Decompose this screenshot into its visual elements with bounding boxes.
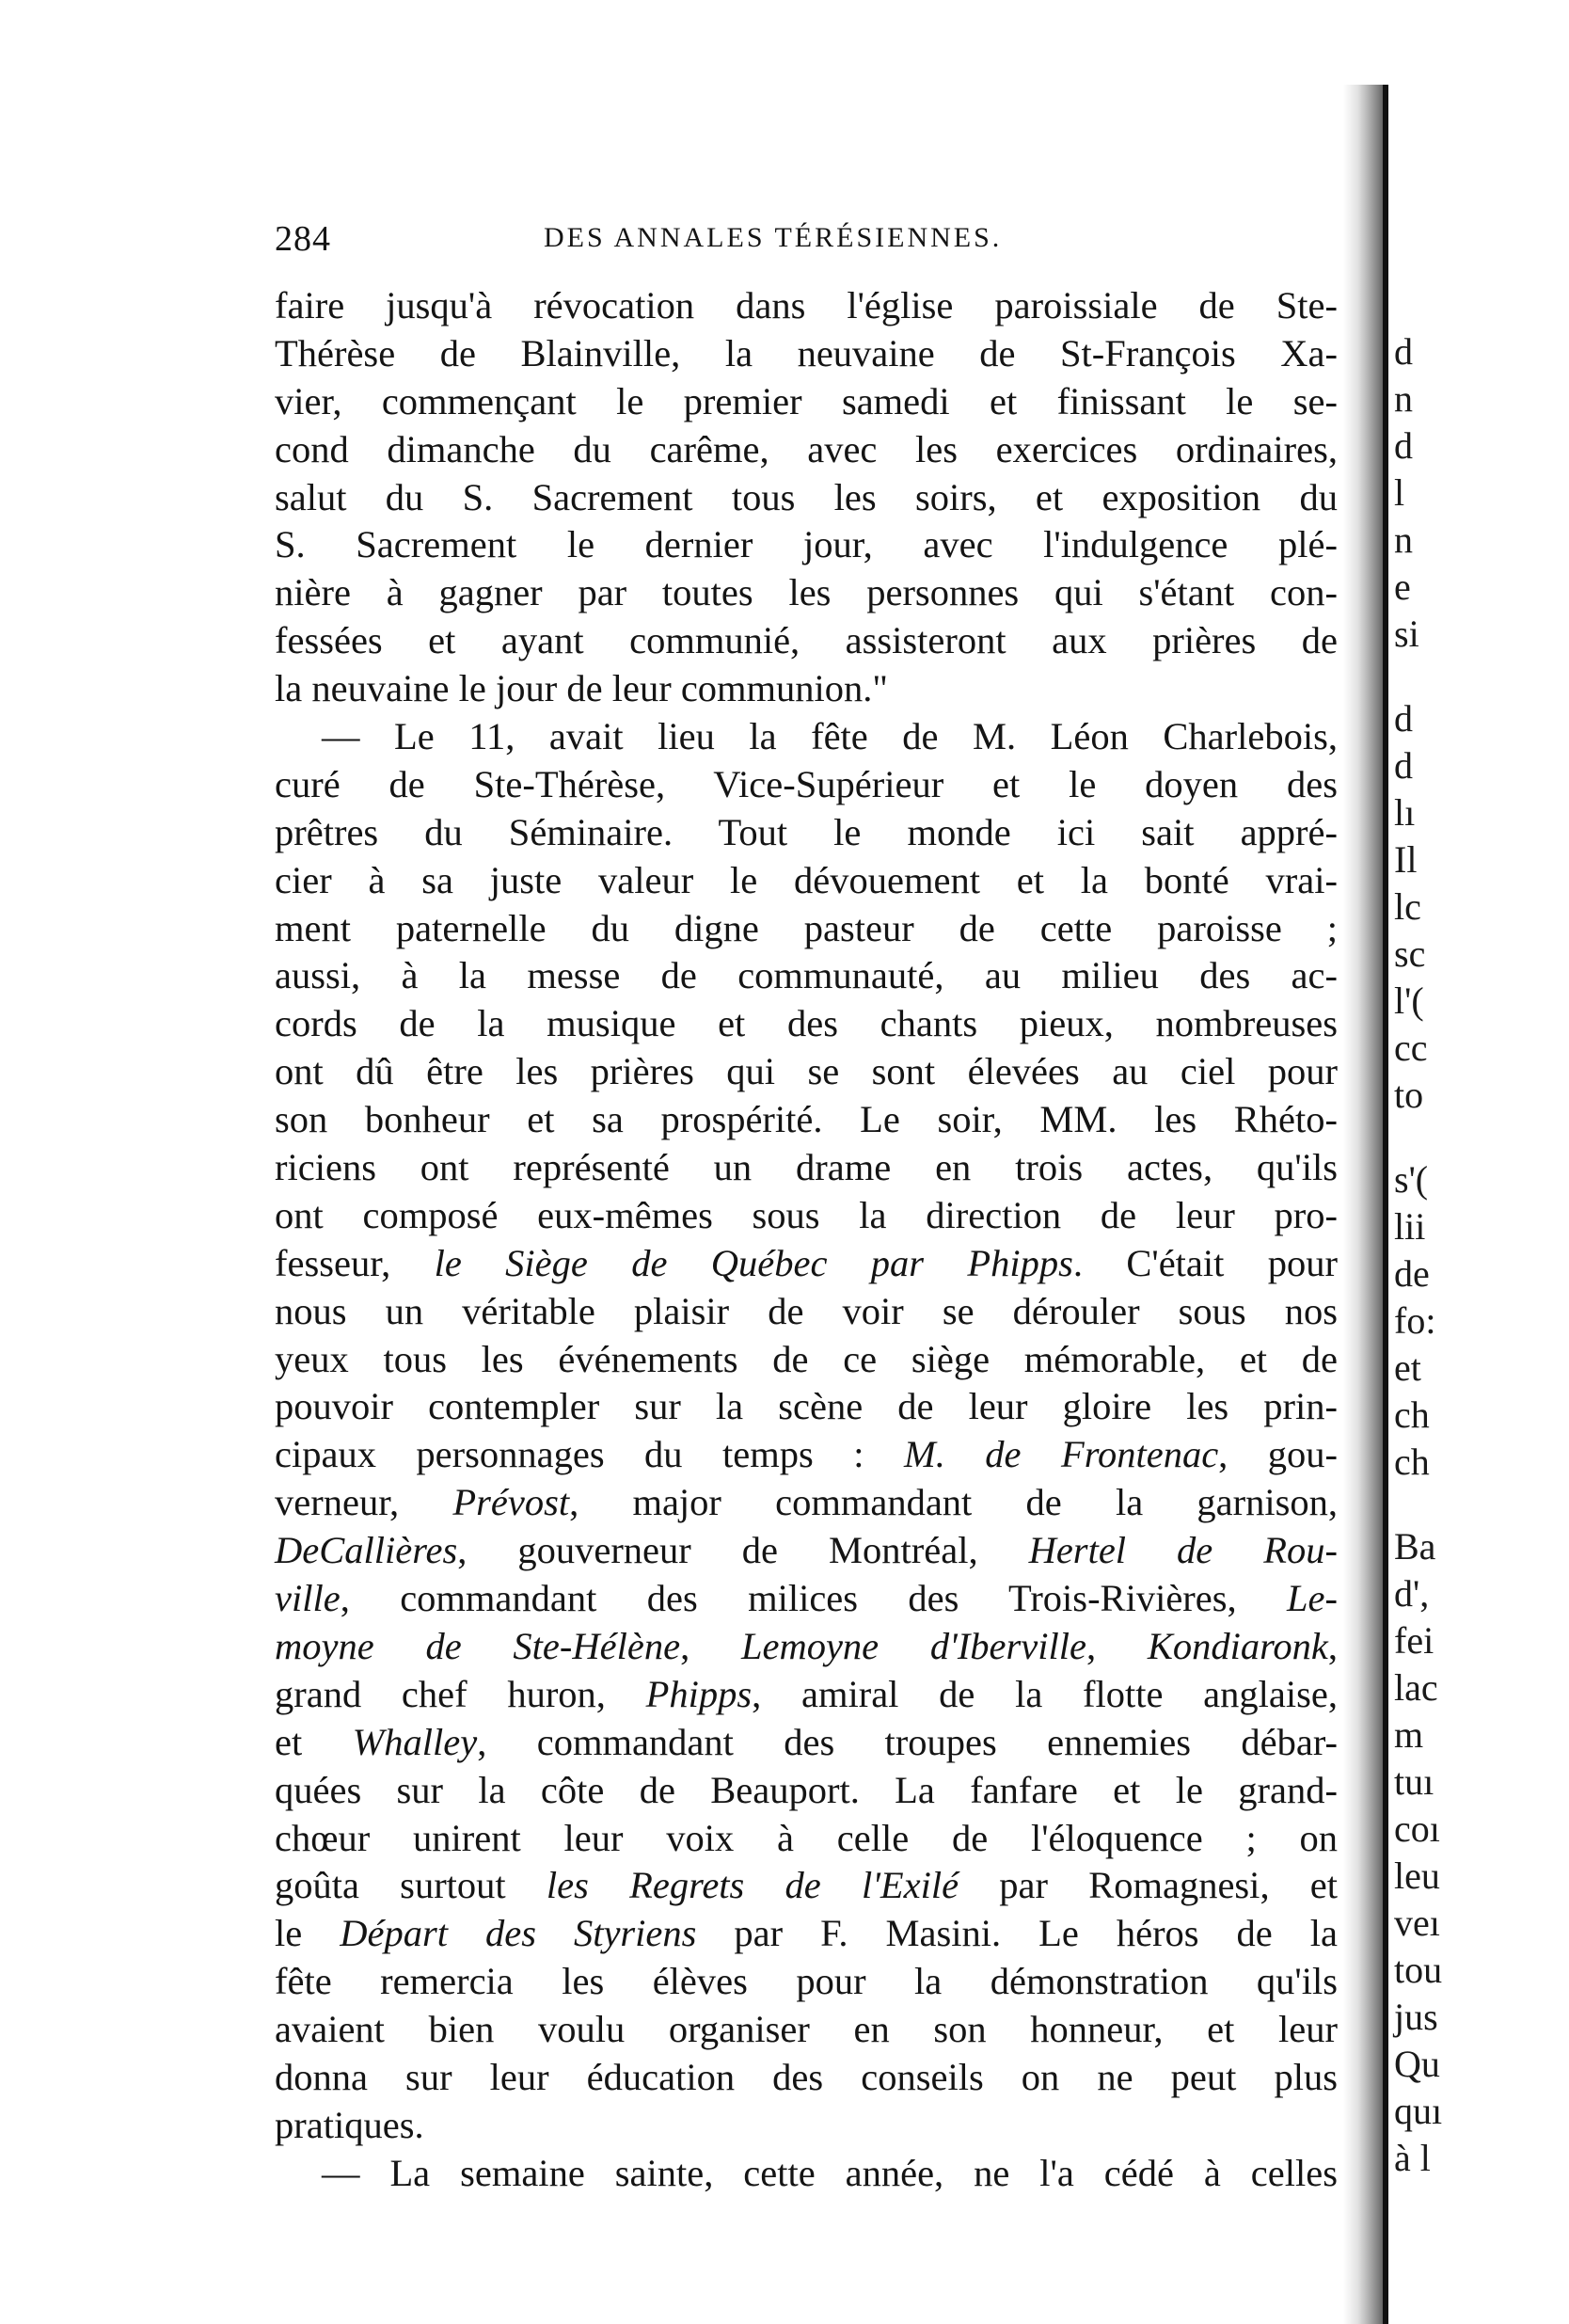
text-run: le [275, 1912, 341, 1955]
text-line [275, 1431, 1338, 1479]
text-run: . C'était pour [1072, 1241, 1339, 1284]
facing-page-fragment: à l [1394, 2137, 1431, 2179]
facing-page-fragment: tuı [1394, 1760, 1434, 1803]
facing-page-fragment: d [1394, 330, 1413, 373]
facing-page-fragment: lii [1394, 1205, 1426, 1248]
facing-page-fragment: m [1394, 1713, 1424, 1756]
text-line: fête remercia les élèves pour la démonstration qu'ils [275, 1960, 1338, 2003]
facing-page-fragment: ch [1394, 1393, 1430, 1436]
facing-page-fragment: d [1394, 697, 1413, 740]
facing-page-fragment: fei [1394, 1619, 1434, 1662]
facing-page-fragment: Il [1394, 838, 1418, 881]
text-line: son bonheur et sa prospérité. Le soir, MM. les Rhéto- [275, 1098, 1338, 1141]
text-line: cords de la musique et des chants pieux, nombreuses [275, 1002, 1338, 1045]
text-line [275, 1719, 1338, 1767]
text-line: quées sur la côte de Beauport. La fanfare et le grand- [275, 1768, 1338, 1811]
text-line [275, 1527, 1338, 1575]
facing-page-fragment: Qu [1394, 2043, 1440, 2085]
character-name: Prévost [452, 1481, 570, 1524]
text-line: chœur unirent leur voix à celle de l'éloquence ; on [275, 1816, 1338, 1859]
text-line [275, 1240, 1338, 1288]
facing-page-fragment: lı [1394, 791, 1416, 834]
text-line [275, 1862, 1338, 1910]
facing-page-fragment: d', [1394, 1572, 1430, 1615]
text-line [275, 1671, 1338, 1719]
text-run: , amiral de la flotte anglaise, [752, 1672, 1339, 1715]
text-line [275, 1910, 1338, 1958]
running-head: DES ANNALES TÉRÉSIENNES. [544, 222, 1003, 253]
character-name: ville [275, 1577, 341, 1620]
text-run: , gou- [1218, 1433, 1338, 1476]
text-run: grand chef huron, [275, 1672, 646, 1715]
text-line: curé de Ste-Thérèse, Vice-Supérieur et le doyen des [275, 762, 1338, 805]
facing-page-fragment: coı [1394, 1807, 1440, 1850]
text-run: , [1086, 1624, 1148, 1667]
text-line: nous un véritable plaisir de voir se dérouler sous nos [275, 1289, 1338, 1332]
text-line: vier, commençant le premier samedi et finissant le se- [275, 379, 1338, 422]
facing-page-fragment: cc [1394, 1027, 1428, 1069]
text-line [275, 1623, 1338, 1671]
facing-page-fragment: sc [1394, 932, 1426, 975]
facing-page-fragment: d [1394, 424, 1413, 467]
text-line: prêtres du Séminaire. Tout le monde ici sait appré- [275, 810, 1338, 853]
text-line: nière à gagner par toutes les personnes qui s'étant con- [275, 571, 1338, 614]
text-run: , [1327, 1624, 1338, 1667]
facing-page-fragment: lc [1394, 885, 1421, 928]
facing-page-fragment: to [1394, 1074, 1424, 1116]
facing-page-fragment: jus [1394, 1996, 1438, 2038]
music-title: Départ des Styriens [340, 1912, 697, 1955]
text-line: cond dimanche du carême, avec les exercices ordinaires, [275, 427, 1338, 470]
text-line: ont composé eux-mêmes sous la direction de leur pro- [275, 1193, 1338, 1236]
character-name: M. de Frontenac [903, 1433, 1219, 1476]
play-title: le Siège de Québec par Phipps [434, 1241, 1073, 1284]
facing-page-fragment: de [1394, 1252, 1430, 1295]
text-line: fessées et ayant communié, assisteront aux prières de [275, 619, 1338, 662]
page-edge [1383, 85, 1388, 2324]
facing-page-fragment: n [1394, 518, 1413, 561]
text-run: , major commandant de la garnison, [569, 1481, 1338, 1524]
facing-page-fragment: si [1394, 613, 1419, 655]
character-name: moyne de Ste-Hélène [275, 1624, 681, 1667]
text-line: — La semaine sainte, cette année, ne l'a cédé à celles [322, 2151, 1338, 2194]
text-run: fesseur, [275, 1241, 435, 1284]
gutter-shadow [1343, 85, 1385, 2324]
character-name: Lemoyne d'Iberville [740, 1624, 1086, 1667]
text-line: S. Sacrement le dernier jour, avec l'indulgence plé- [275, 523, 1338, 566]
facing-page-fragment: veı [1394, 1902, 1440, 1944]
facing-page-fragment: tou [1394, 1949, 1443, 1991]
text-line: salut du S. Sacrement tous les soirs, et exposition du [275, 475, 1338, 518]
facing-page-fragment: et [1394, 1346, 1421, 1389]
facing-page-fragment: fo: [1394, 1299, 1436, 1342]
facing-page-fragment: leu [1394, 1854, 1440, 1897]
text-line: aussi, à la messe de communauté, au milieu des ac- [275, 954, 1338, 997]
facing-page-fragment: l [1394, 471, 1405, 514]
facing-page-fragment: d [1394, 744, 1413, 787]
text-line: yeux tous les événements de ce siège mémorable, et de [275, 1337, 1338, 1380]
facing-page-fragment: n [1394, 377, 1413, 420]
text-line: faire jusqu'à révocation dans l'église paroissiale de Ste- [275, 284, 1338, 326]
character-name: Le- [1287, 1577, 1338, 1620]
text-run: cipaux personnages du temps : [275, 1433, 904, 1476]
text-run: , [680, 1624, 741, 1667]
facing-page-fragment: ch [1394, 1441, 1430, 1483]
text-run: , commandant des troupes ennemies débar- [477, 1720, 1338, 1763]
facing-page-fragment: Ba [1394, 1525, 1436, 1568]
page-header [275, 218, 1356, 263]
book-gutter [1336, 85, 1392, 2324]
text-run: par F. Masini. Le héros de la [696, 1912, 1339, 1955]
text-line: ont dû être les prières qui se sont élevées au ciel pour [275, 1050, 1338, 1093]
character-name: Phipps [645, 1672, 753, 1715]
text-line: donna sur leur éducation des conseils on ne peut plus [275, 2055, 1338, 2098]
character-name: Whalley [352, 1720, 478, 1763]
text-line [275, 1575, 1338, 1623]
character-name: Hertel de Rou- [1028, 1529, 1338, 1572]
facing-page-fragment: quı [1394, 2090, 1443, 2132]
character-name: DeCallières [275, 1529, 458, 1572]
facing-page-fragment: e [1394, 565, 1411, 608]
text-run: goûta surtout [275, 1864, 547, 1907]
facing-page-fragment: l'( [1394, 979, 1424, 1022]
text-line: la neuvaine le jour de leur communion." [275, 667, 888, 710]
text-line: avaient bien voulu organiser en son honneur, et leur [275, 2008, 1338, 2051]
body-text [275, 282, 1338, 2198]
page-number: 284 [275, 219, 331, 259]
text-line: ment paternelle du digne pasteur de cette paroisse ; [275, 906, 1338, 949]
text-run: et [275, 1720, 353, 1763]
text-line: pouvoir contempler sur la scène de leur gloire les prin- [275, 1385, 1338, 1428]
text-run: par Romagnesi, et [959, 1864, 1339, 1907]
text-line [275, 1479, 1338, 1527]
facing-page-fragment: s'( [1394, 1158, 1429, 1201]
text-line: pratiques. [275, 2103, 424, 2146]
text-line: Thérèse de Blainville, la neuvaine de St-François Xa- [275, 331, 1338, 374]
text-line: riciens ont représenté un drame en trois actes, qu'ils [275, 1146, 1338, 1189]
text-run: , gouverneur de Montréal, [457, 1529, 1029, 1572]
music-title: les Regrets de l'Exilé [546, 1864, 959, 1907]
text-run: verneur, [275, 1481, 453, 1524]
text-run: , commandant des milices des Trois-Rivières, [340, 1577, 1287, 1620]
text-line: cier à sa juste valeur le dévouement et la bonté vrai- [275, 858, 1338, 901]
character-name: Kondiaronk [1147, 1624, 1328, 1667]
text-line: — Le 11, avait lieu la fête de M. Léon Charlebois, [322, 715, 1338, 758]
facing-page-fragment: lac [1394, 1666, 1438, 1709]
